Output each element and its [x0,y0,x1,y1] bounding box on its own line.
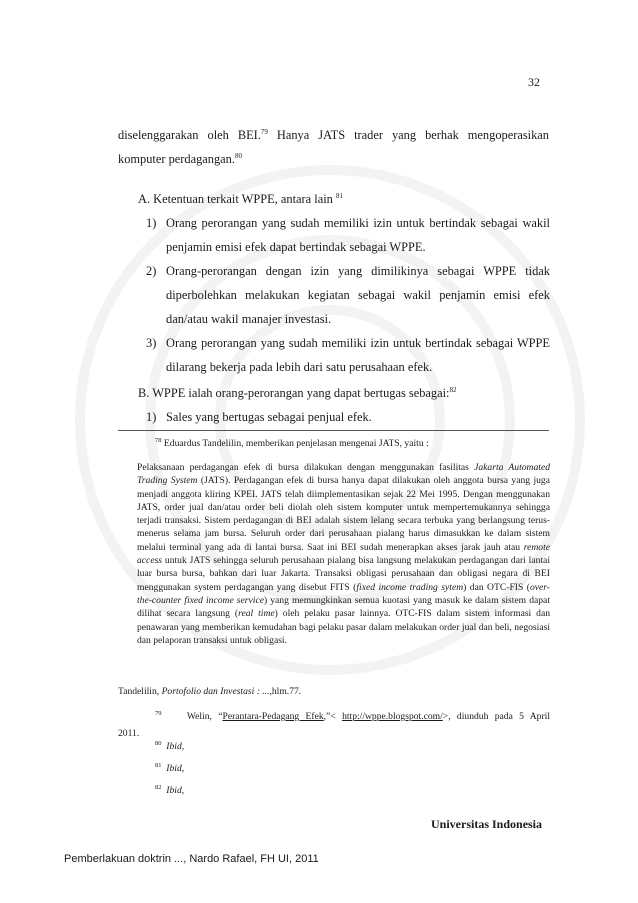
footnote-78-quote [137,461,550,647]
footnote-ref-79: 79 [260,127,268,136]
footnote-79-author: Welin, “ [186,711,223,722]
footnote-78-quote-italic: over- the-counter fixed income service [137,581,551,606]
footnote-78-intro-text: Eduardus Tandelilin, memberikan penjelasan mengenai JATS, yaitu : [163,438,429,449]
footnote-82-text: Ibid, [166,785,185,796]
intro-line-1-rest: Hanya JATS trader yang berhak mengoperasikan [276,128,549,142]
university-label: Universitas Indonesia [431,817,543,831]
footnote-80-text: Ibid, [166,741,185,752]
section-a-item-1-line-1: Orang perorangan yang sudah memiliki izin untuk bertindak sebagai wakil [166,216,550,230]
section-a-item-2-l2 [166,288,550,303]
footnote-78-quote-italic: remote access [137,541,550,567]
section-a-item-3-line-2: dilarang bekerja pada lebih dari satu perusahaan efek. [166,360,433,374]
section-a-item-2-line-2: diperbolehkan melakukan kegiatan sebagai wakil penjamin emisi efek [166,288,550,302]
footnote-79-rest: >, diunduh pada 5 April [442,711,551,722]
section-b-item-1-line-1: Sales yang bertugas sebagai penjual efek. [166,410,372,424]
footnote-78-quote-text: Pelaksanaan perdagangan efek di bursa dilakukan dengan menggunakan fasilitas [137,462,475,473]
footnote-78-source [118,685,301,698]
section-a-item-1 [166,216,550,231]
intro-line-2 [118,152,242,167]
intro-line-1 [118,128,549,143]
footnote-78-quote-text: ) oleh pelaku pasar lainnya. OTC-FIS dalam sistem informasi dan penawaran yang memberikan kemudahan bagi pelaku pasar dalam melakukan order jual dan beli, negosiasi dan pelaporan transaksi untuk obligasi. [137,608,551,646]
footnote-78-quote-italic: Jakarta Automated Trading System [137,462,550,487]
page-number: 32 [528,75,540,89]
section-b-heading-text: B. WPPE ialah orang-perorangan yang dapat bertugas sebagai: [138,386,450,400]
footnote-79 [155,710,550,723]
footnote-79-marker: 79 [155,709,162,717]
footnote-ref-80: 80 [234,151,242,160]
footnote-78-source-page: ,hlm.77. [269,686,302,697]
footnote-78-quote-text: ) yang memungkinkan semua kuotasi yang masuk ke dalam sistem dapat dilihat secara langsung ( [137,594,550,620]
footnote-80 [155,740,184,753]
footnote-78-quote-text: ) dan OTC-FIS ( [463,581,530,593]
footnote-81 [155,762,184,775]
footnote-80-marker: 80 [155,739,162,747]
footnote-79-title: Perantara-Pedagang Efek [222,711,324,722]
footnote-78-quote-text: untuk JATS sehingga seluruh perusahaan pialang bisa langsung melakukan perdagangan dari lantai luar bursa bursa, bahkan dari luar Jakarta. Transaksi obligasi perusahaan dan obligasi negara di BEI menggunakan system perdagangan yang disebut FITS ( [137,555,550,593]
footnote-82-marker: 82 [155,783,162,791]
section-b-item-1-num: 1) [146,410,157,424]
section-a-item-2-num: 2) [146,264,157,278]
section-a-item-3 [166,336,550,351]
section-a-item-1-line-2: penjamin emisi efek dapat bertindak sebagai WPPE. [166,240,426,254]
footnote-79-year: 2011. [118,728,140,739]
footnote-ref-81: 81 [335,191,343,200]
footnote-78-source-title: Portofolio dan Investasi : ... [161,686,270,697]
footnote-separator [118,430,549,431]
footnote-82 [155,784,184,797]
section-a-heading-text: A. Ketentuan terkait WPPE, antara lain [138,192,333,206]
intro-line-1-text: diselenggarakan oleh BEI. [118,128,261,142]
footnote-81-marker: 81 [155,761,162,769]
footnote-78-marker: 78 [155,436,162,444]
footnote-81-text: Ibid, [166,763,185,774]
footnote-78-quote-italic: real time [238,608,275,620]
footnote-ref-82: 82 [449,385,457,394]
section-a-item-1-num: 1) [146,216,157,230]
intro-line-2-text: komputer perdagangan. [118,152,235,166]
section-a-item-2 [166,264,550,279]
footnote-78-quote-text: (JATS). Perdagangan efek di bursa hanya dapat dilakukan oleh anggota bursa yang juga menjadi anggota kliring KPEI. JATS telah diimplementasikan sejak 22 Mei 1995. Dengan menggunakan JATS, order jual dan/atau order beli diolah oleh sistem komputer untuk mempertemukannya sehingga terjadi transaksi. Sistem perdagangan di BEI adalah sistem lelang secara terbuka yang berlangsung terus-menerus selama jam bursa. Seluruh order dari perusahaan pialang harus dimasukkan ke dalam sistem melalui terminal yang ada di lantai bursa. Saat ini BEI sudah menerapkan akses jarak jauh atau [137,475,550,553]
section-a-item-3-line-1: Orang perorangan yang sudah memiliki izin untuk bertindak sebagai WPPE [166,336,550,350]
section-a-heading [138,192,343,207]
section-a-item-3-num: 3) [146,336,157,350]
footnote-78-quote-italic: fixed income trading sytem [356,581,464,593]
footnote-78-intro [155,437,429,450]
footnote-79-mid: ,”< [323,711,343,722]
footnote-79-url-link[interactable]: http://wppe.blogspot.com/ [342,711,443,722]
page-footer: Pemberlakuan doktrin ..., Nardo Rafael, FH UI, 2011 [64,853,319,865]
footnote-78-source-author: Tandelilin, [118,686,162,697]
section-a-item-2-line-1: Orang-perorangan dengan izin yang dimilikinya sebagai WPPE tidak [166,264,550,278]
section-a-item-2-line-3: dan/atau wakil manajer investasi. [166,312,332,326]
section-b-heading [138,386,457,401]
